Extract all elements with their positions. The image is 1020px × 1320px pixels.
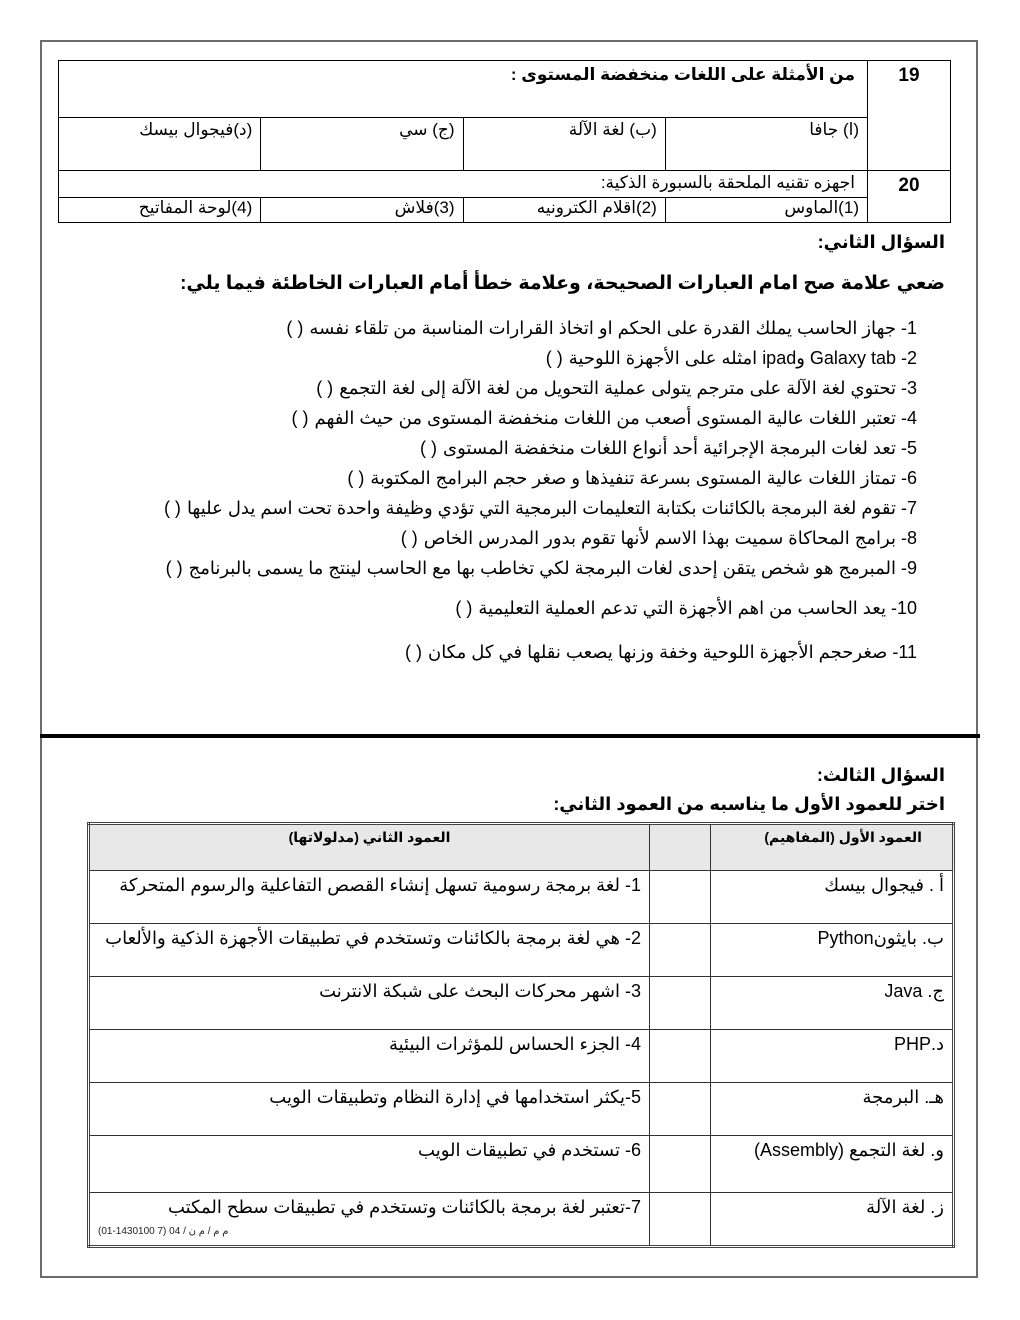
meaning-cell: 3- اشهر محركات البحث على شبكة الانترنت <box>89 977 650 1030</box>
column-header-answer <box>650 824 711 871</box>
answer-blank[interactable]: ( ) <box>545 348 563 368</box>
statement-text: تعد لغات البرمجة الإجرائية أحد أنواع اللغات منخفضة المستوى <box>443 438 896 458</box>
concept-cell: ب. بايثونPython <box>711 924 954 977</box>
answer-cell[interactable] <box>650 1083 711 1136</box>
statement-item <box>57 404 917 434</box>
concept-cell: د.PHP <box>711 1030 954 1083</box>
statement-number: 3- <box>900 378 917 398</box>
statement-text: تحتوي لغة الآلة على مترجم يتولى عملية التحويل من لغة الآلة إلى لغة التجمع <box>339 378 896 398</box>
option[interactable]: (3)فلاش <box>261 198 463 223</box>
matching-row <box>89 1030 954 1083</box>
column-header-meanings: العمود الثاني (مدلولاتها) <box>89 824 650 871</box>
section-divider <box>40 734 980 738</box>
answer-blank[interactable]: ( ) <box>286 318 304 338</box>
option[interactable]: (1)الماوس <box>665 198 867 223</box>
statement-number: 4- <box>900 408 917 428</box>
question3-title: السؤال الثالث: <box>816 765 945 785</box>
question2-instruction: ضعي علامة صح امام العبارات الصحيحة، وعلامة خطأ أمام العبارات الخاطئة فيما يلي: <box>180 273 945 294</box>
statement-item <box>57 524 917 554</box>
footer-code: (01-1430100 7) 04 / م م / م ن <box>98 1226 229 1237</box>
answer-cell[interactable] <box>650 977 711 1030</box>
meaning-cell: 2- هي لغة برمجة بالكائنات وتستخدم في تطبيقات الأجهزة الذكية والألعاب <box>89 924 650 977</box>
matching-row <box>89 1083 954 1136</box>
answer-blank[interactable]: ( ) <box>165 558 183 578</box>
answer-blank[interactable]: ( ) <box>455 598 473 618</box>
statement-item <box>57 494 917 524</box>
question2-title: السؤال الثاني: <box>817 232 945 252</box>
statement-item <box>57 594 917 628</box>
meaning-cell: 1- لغة برمجة رسومية تسهل إنشاء القصص التفاعلية والرسوم المتحركة <box>89 871 650 924</box>
question-19-stem-row <box>59 61 951 118</box>
statement-number: 5- <box>900 438 917 458</box>
answer-cell[interactable] <box>650 1136 711 1193</box>
concept-cell: هـ. البرمجة <box>711 1083 954 1136</box>
concept-cell: ز. لغة الآلة <box>711 1193 954 1247</box>
concept-cell: و. لغة التجمع (Assembly) <box>711 1136 954 1193</box>
option[interactable]: (ب) لغة الآلة <box>463 118 665 171</box>
column-header-concepts: العمود الأول (المفاهيم) <box>711 824 954 871</box>
matching-row <box>89 1193 954 1247</box>
question-stem: من الأمثلة على اللغات منخفضة المستوى : <box>59 61 868 118</box>
answer-blank[interactable]: ( ) <box>163 498 181 518</box>
matching-row <box>89 1136 954 1193</box>
option[interactable]: (د)فيجوال بيسك <box>59 118 261 171</box>
statement-number: 7- <box>900 498 917 518</box>
matching-row <box>89 977 954 1030</box>
statement-item <box>57 434 917 464</box>
meaning-cell: 7-تعتبر لغة برمجة بالكائنات وتستخدم في تطبيقات سطح المكتب <box>89 1193 650 1247</box>
statement-text: تعتبر اللغات عالية المستوى أصعب من اللغات منخفضة المستوى من حيث الفهم <box>314 408 896 428</box>
statement-number: 11- <box>892 642 917 662</box>
option[interactable]: (ج) سي <box>261 118 463 171</box>
answer-blank[interactable]: ( ) <box>316 378 334 398</box>
question-stem: اجهزه تقنيه الملحقة بالسبورة الذكية: <box>59 171 868 198</box>
statement-item <box>57 464 917 494</box>
statement-text: Galaxy tab وipad امثله على الأجهزة اللوحية <box>568 348 896 368</box>
statement-number: 6- <box>900 468 917 488</box>
statement-number: 10- <box>890 598 917 618</box>
statement-text: المبرمج هو شخص يتقن إحدى لغات البرمجة لكي تخاطب بها مع الحاسب لينتج ما يسمى بالبرنامج <box>188 558 896 578</box>
matching-row <box>89 924 954 977</box>
meaning-cell: 6- تستخدم في تطبيقات الويب <box>89 1136 650 1193</box>
answer-blank[interactable]: ( ) <box>291 408 309 428</box>
answer-cell[interactable] <box>650 871 711 924</box>
question-19-options-row <box>59 118 951 171</box>
statement-item <box>57 344 917 374</box>
statement-item <box>57 554 917 584</box>
statement-number: 9- <box>900 558 917 578</box>
statement-number: 1- <box>900 318 917 338</box>
answer-cell[interactable] <box>650 1193 711 1247</box>
answer-blank[interactable]: ( ) <box>404 642 422 662</box>
statement-text: تمتاز اللغات عالية المستوى بسرعة تنفيذها و صغر حجم البرامج المكتوبة <box>370 468 896 488</box>
statement-item <box>57 374 917 404</box>
statement-number: 8- <box>900 528 917 548</box>
statement-item <box>57 314 917 344</box>
statement-text: جهاز الحاسب يملك القدرة على الحكم او اتخاذ القرارات المناسبة من تلقاء نفسه <box>309 318 896 338</box>
statement-text: صغرحجم الأجهزة اللوحية وخفة وزنها يصعب نقلها في كل مكان <box>427 642 888 662</box>
matching-row <box>89 871 954 924</box>
option[interactable]: (4)لوحة المفاتيح <box>59 198 261 223</box>
meaning-cell: 4- الجزء الحساس للمؤثرات البيئية <box>89 1030 650 1083</box>
statement-text: يعد الحاسب من اهم الأجهزة التي تدعم العملية التعليمية <box>478 598 886 618</box>
matching-header-row <box>89 824 954 871</box>
question-number: 20 <box>868 171 951 223</box>
question3-instruction: اختر للعمود الأول ما يناسبه من العمود الثاني: <box>553 794 945 814</box>
mcq-table <box>58 60 951 223</box>
question-number: 19 <box>868 61 951 171</box>
answer-cell[interactable] <box>650 1030 711 1083</box>
option[interactable]: (2)اقلام الكترونيه <box>463 198 665 223</box>
answer-cell[interactable] <box>650 924 711 977</box>
question-20-options-row <box>59 198 951 223</box>
statement-text: تقوم لغة البرمجة بالكائنات بكتابة التعليمات البرمجية التي تؤدي وظيفة واحدة تحت اسم يدل عليها <box>186 498 896 518</box>
concept-cell: أ . فيجوال بيسك <box>711 871 954 924</box>
question-20-stem-row <box>59 171 951 198</box>
concept-cell: ج. Java <box>711 977 954 1030</box>
answer-blank[interactable]: ( ) <box>420 438 438 458</box>
true-false-list <box>57 314 917 672</box>
answer-blank[interactable]: ( ) <box>347 468 365 488</box>
statement-item <box>57 638 917 672</box>
answer-blank[interactable]: ( ) <box>400 528 418 548</box>
option[interactable]: (ا) جافا <box>665 118 867 171</box>
meaning-cell: 5-يكثر استخدامها في إدارة النظام وتطبيقات الويب <box>89 1083 650 1136</box>
statement-number: 2- <box>900 348 917 368</box>
statement-text: برامج المحاكاة سميت بهذا الاسم لأنها تقوم بدور المدرس الخاص <box>423 528 896 548</box>
matching-table <box>87 822 955 1248</box>
